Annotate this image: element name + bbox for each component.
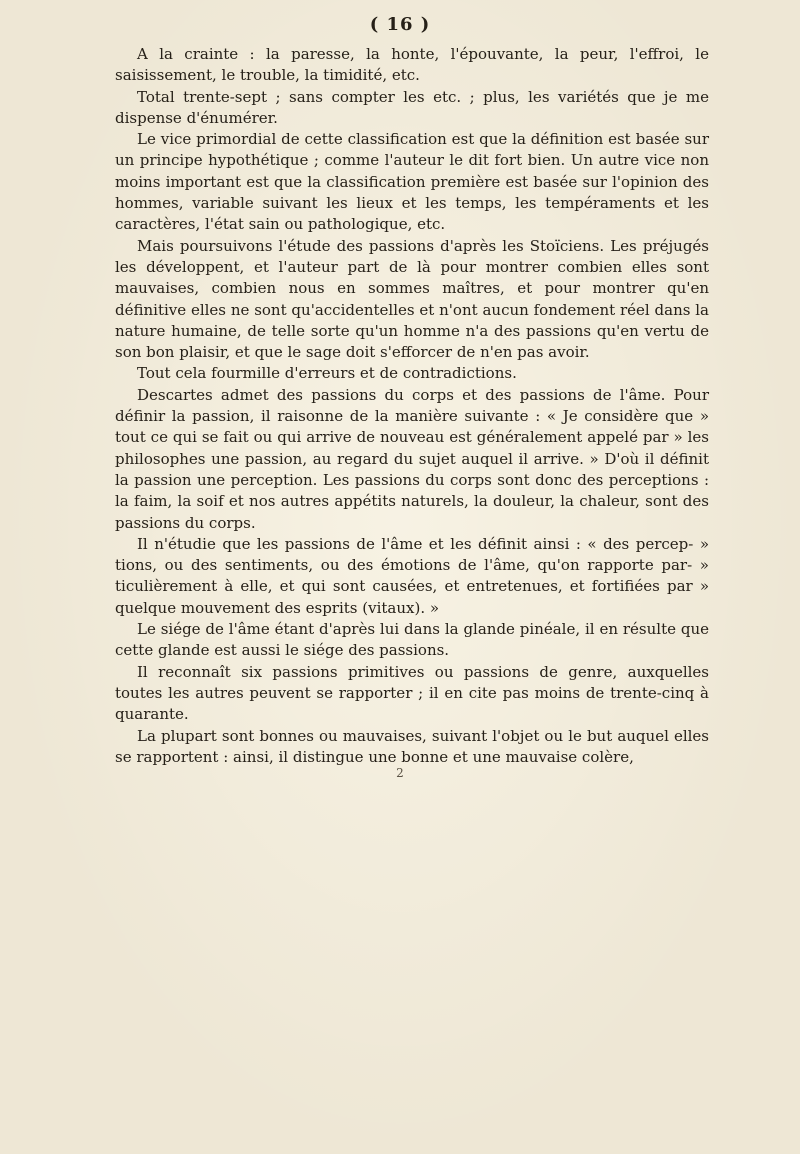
- paragraph: Le siége de l'âme étant d'après lui dans la glande pinéale, il en résulte que cette glande est aussi le siége des passions.: [115, 620, 709, 660]
- paragraph: Descartes admet des passions du corps et des passions de l'âme. Pour définir la passion, il raisonne de la manière suivante : « Je considère que » tout ce qui se fait ou qui arrive de nouveau est généralement appelé par » les philosophes une passion, au regard du sujet auquel il arrive. » D'où il définit la passion une perception. Les passions du corps sont donc des perceptions : la faim, la soif et nos autres appétits naturels, la douleur, la chaleur, sont des passions du corps.: [115, 385, 709, 532]
- page-number: ( 16 ): [369, 14, 431, 35]
- paragraph: Total trente-sept ; sans compter les etc. ; plus, les variétés que je me dispense d'énumérer.: [115, 87, 709, 127]
- paragraph: Le vice primordial de cette classification est que la définition est basée sur un principe hypothétique ; comme l'auteur le dit fort bien. Un autre vice non moins important est que la classification première est basée sur l'opinion des hommes, variable suivant les lieux et les temps, les tempéraments et les caractères, l'état sain ou pathologique, etc.: [115, 130, 709, 234]
- paragraph: Tout cela fourmille d'erreurs et de contradictions.: [137, 364, 517, 383]
- body-text: [115, 44, 709, 768]
- paragraph: Mais poursuivons l'étude des passions d'après les Stoïciens. Les préjugés les développent, et l'auteur part de là pour montrer combien elles sont mauvaises, combien nous en sommes maîtres, et pour montrer qu'en définitive elles ne sont qu'accidentelles et n'ont aucun fondement réel dans la nature humaine, de telle sorte qu'un homme n'a des passions qu'en vertu de son bon plaisir, et que le sage doit s'efforcer de n'en pas avoir.: [115, 236, 709, 362]
- paragraph: Il reconnaît six passions primitives ou passions de genre, auxquelles toutes les autres peuvent se rapporter ; il en cite pas moins de trente-cinq à quarante.: [115, 662, 709, 724]
- paragraph: A la crainte : la paresse, la honte, l'épouvante, la peur, l'effroi, le saisissement, le trouble, la timidité, etc.: [115, 45, 709, 85]
- paragraph: Il n'étudie que les passions de l'âme et les définit ainsi : « des percep- » tions, ou des sentiments, ou des émotions de l'âme, qu'on rapporte par- » ticulièrement à elle, et qui sont causées, et entretenues, et fortifiées par » quelque mouvement des esprits (vitaux). »: [115, 534, 709, 617]
- signature-mark: 2: [396, 766, 404, 780]
- paragraph: La plupart sont bonnes ou mauvaises, suivant l'objet ou le but auquel elles se rapportent : ainsi, il distingue une bonne et une mauvaise colère,: [115, 726, 709, 766]
